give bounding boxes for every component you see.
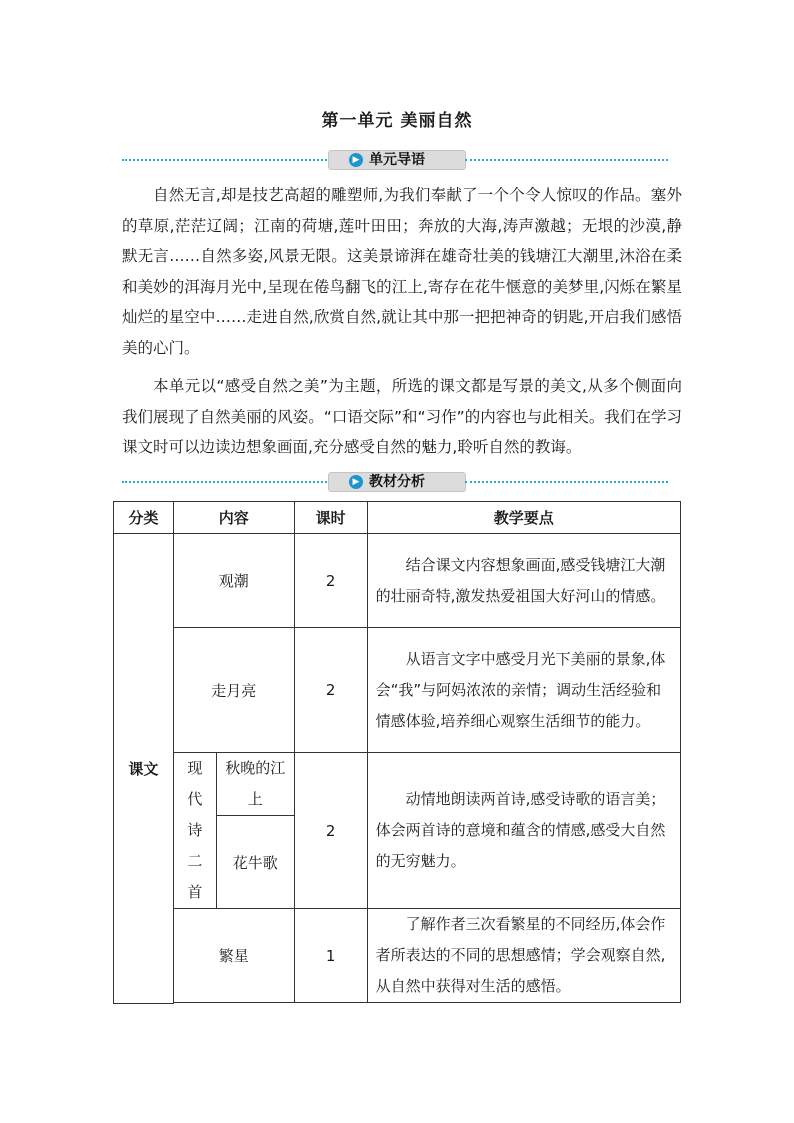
dotted-divider-left [122, 159, 327, 161]
table-row [114, 909, 681, 1003]
points-cell: 了解作者三次看繁星的不同经历,体会作者所表达的不同的思想感情；学会观察自然,从自然中获得对生活的感悟。 [367, 909, 680, 1003]
page-title: 第一单元 美丽自然 [321, 111, 473, 131]
section-banner-unit-intro [122, 150, 668, 170]
section-label-pill [328, 472, 466, 492]
hours-cell: 2 [294, 534, 367, 628]
table-row [114, 753, 681, 816]
content-cell: 走月亮 [173, 628, 294, 753]
points-cell: 结合课文内容想象画面,感受钱塘江大潮的壮丽奇特,激发热爱祖国大好河山的情感。 [367, 534, 680, 628]
arrow-right-icon: ▶ [349, 153, 363, 167]
points-cell: 从语言文字中感受月光下美丽的景象,体会“我”与阿妈浓浓的亲情；调动生活经验和情感体验,培养细心观察生活细节的能力。 [367, 628, 680, 753]
arrow-right-icon: ▶ [349, 475, 363, 489]
hours-cell: 2 [294, 628, 367, 753]
section-label: 教材分析 [369, 474, 425, 490]
hours-cell: 1 [294, 909, 367, 1003]
group-cell [173, 753, 216, 909]
dotted-divider-left [122, 481, 327, 483]
header-hours: 课时 [294, 502, 367, 534]
intro-paragraph-2: 本单元以“感受自然之美”为主题，所选的课文都是写景的美文,从多个侧面向我们展现了自然美丽的风姿。“口语交际”和“习作”的内容也与此相关。我们在学习课文时可以边读边想象画面,充分感受自然的魅力,聆听自然的教诲。 [122, 377, 682, 456]
intro-paragraph-1: 自然无言,却是技艺高超的雕塑师,为我们奉献了一个个令人惊叹的作品。塞外的草原,茫茫辽阔；江南的荷塘,莲叶田田；奔放的大海,涛声激越；无垠的沙漠,静默无言……自然多姿,风景无限。这美景谛湃在雄奇壮美的钱塘江大潮里,沐浴在柔和美妙的洱海月光中,呈现在倦鸟翻飞的江上,寄存在花牛惬意的美梦里,闪烁在繁星灿烂的星空中……走进自然,欣赏自然,就让其中那一把把神奇的钥匙,开启我们感悟美的心门。 [122, 186, 682, 357]
section-label: 单元导语 [369, 152, 425, 168]
dotted-divider-right [465, 481, 668, 483]
table-header-row [114, 502, 681, 534]
points-cell: 动情地朗读两首诗,感受诗歌的语言美；体会两首诗的意境和蕴含的情感,感受大自然的无穷魅力。 [367, 753, 680, 909]
section-banner-material-analysis [122, 472, 668, 492]
table-row [114, 628, 681, 753]
analysis-table [113, 501, 681, 1004]
category-cell: 课文 [114, 534, 174, 1004]
table-row [114, 534, 681, 628]
header-category: 分类 [114, 502, 174, 534]
dotted-divider-right [465, 159, 668, 161]
sub-content-cell: 花牛歌 [216, 816, 294, 909]
content-cell: 繁星 [173, 909, 294, 1003]
group-label: 现 代 诗 二 首 [187, 759, 203, 901]
section-label-pill [328, 150, 466, 170]
hours-cell: 2 [294, 753, 367, 909]
sub-content-cell: 秋晚的江上 [216, 753, 294, 816]
header-content: 内容 [173, 502, 294, 534]
header-points: 教学要点 [367, 502, 680, 534]
content-cell: 观潮 [173, 534, 294, 628]
